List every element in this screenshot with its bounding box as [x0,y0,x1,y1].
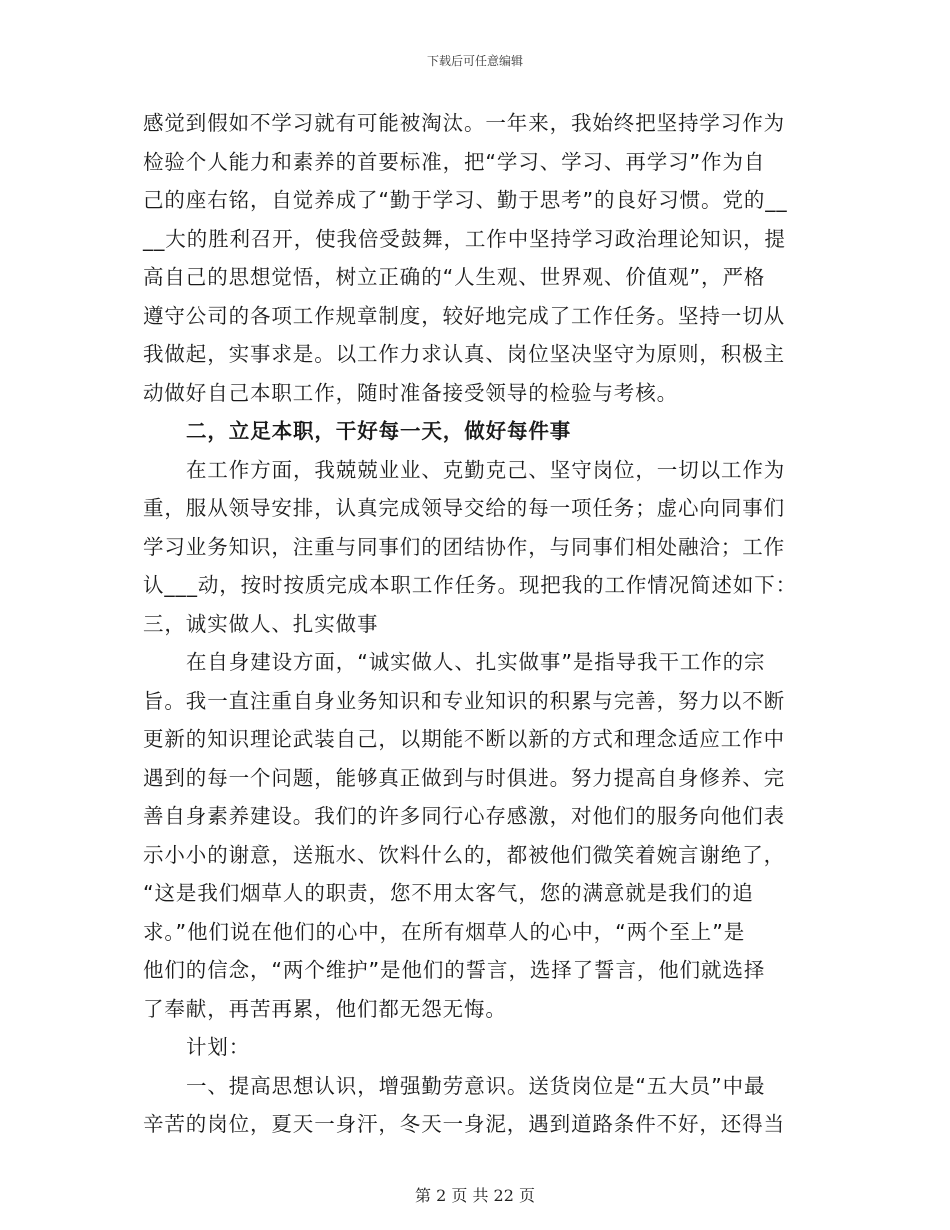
paragraph-line: 旨。我一直注重自身业务知识和专业知识的积累与完善，努力以不断 [143,688,785,713]
page-header: 下载后可任意编辑 [426,54,523,68]
paragraph-line: 更新的知识理论武装自己，以期能不断以新的方式和理念适应工作中 [143,727,785,751]
paragraph-line: __大的胜利召开，使我倍受鼓舞，工作中坚持学习政治理论知识，提 [143,226,786,251]
paragraph-line: 他们的信念，“两个维护”是他们的誓言，选择了誓言，他们就选择 [143,958,766,982]
paragraph-line: 学习业务知识，注重与同事们的团结协作，与同事们相处融洽；工作 [143,534,785,559]
paragraph-line: 动做好自己本职工作，随时准备接受领导的检验与考核。 [143,380,678,405]
paragraph-line: 我做起，实事求是。以工作力求认真、岗位坚决坚守为原则，积极主 [143,342,785,366]
paragraph-line: “这是我们烟草人的职责，您不用太客气，您的满意就是我们的追 [143,881,754,905]
paragraph-line: 在工作方面，我兢兢业业、克勤克己、坚守岗位，一切以工作为 [186,457,786,482]
paragraph-line: 一、提高思想认识，增强勤劳意识。送货岗位是“五大员”中最 [186,1073,766,1098]
paragraph-line: 辛苦的岗位，夏天一身汗，冬天一身泥，遇到道路条件不好，还得当 [143,1112,785,1136]
paragraph-line: 己的座右铭，自觉养成了“勤于学习、勤于思考”的良好习惯。党的__ [143,188,788,212]
paragraph-line: 三，诚实做人、扎实做事 [143,611,379,636]
paragraph-line: 认___动，按时按质完成本职工作任务。现把我的工作情况简述如下： [143,573,798,597]
paragraph-line: 遇到的每一个问题，能够真正做到与时俱进。努力提高自身修养、完 [143,765,785,790]
paragraph-line: 检验个人能力和素养的首要标准，把“学习、学习、再学习”作为自 [143,149,766,174]
page-footer: 第 2 页 共 22 页 [415,1186,535,1205]
paragraph-line: 示小小的谢意，送瓶水、饮料什么的，都被他们微笑着婉言谢绝了， [143,842,785,867]
paragraph-line: 高自己的思想觉悟，树立正确的“人生观、世界观、价值观”，严格 [143,265,766,289]
paragraph-line: 感觉到假如不学习就有可能被淘汰。一年来，我始终把坚持学习作为 [143,111,785,135]
paragraph-line: 重，服从领导安排，认真完成领导交给的每一项任务；虚心向同事们 [143,496,785,520]
paragraph-line: 遵守公司的各项工作规章制度，较好地完成了工作任务。坚持一切从 [143,303,785,328]
paragraph-line: 了奉献，再苦再累，他们都无怨无悔。 [143,996,507,1021]
section-heading-line: 二，立足本职，干好每一天，做好每件事 [186,419,572,443]
paragraph-line: 求。”他们说在他们的心中，在所有烟草人的心中，“两个至上”是 [143,919,746,944]
paragraph-line: 计划： [186,1035,251,1059]
paragraph-line: 在自身建设方面，“诚实做人、扎实做事”是指导我干工作的宗 [186,650,766,674]
paragraph-line: 善自身素养建设。我们的许多同行心存感激，对他们的服务向他们表 [143,804,785,828]
document-body [143,104,823,1144]
